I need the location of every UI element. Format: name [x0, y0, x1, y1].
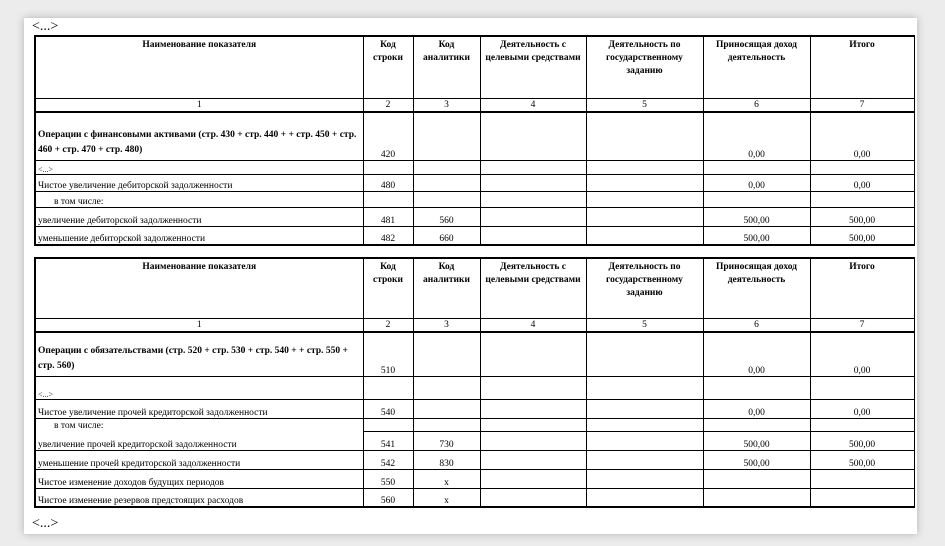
row-code — [363, 160, 413, 174]
row-value-total: 0,00 — [810, 332, 914, 376]
row-value-income: 0,00 — [703, 332, 810, 376]
row-name: увеличение прочей кредиторской задолженности — [35, 431, 363, 450]
row-value-target — [480, 226, 586, 245]
col-header-analytics: Код аналитики — [413, 36, 480, 98]
row-name: Операции с обязательствами (стр. 520 + стр. 530 + стр. 540 + + стр. 550 + стр. 560) — [35, 332, 363, 376]
row-value-total — [810, 191, 914, 207]
row-name: в том числе: — [35, 191, 363, 207]
table-row — [35, 332, 914, 376]
row-value-target — [480, 488, 586, 507]
col-number: 6 — [703, 98, 810, 112]
row-value-total: 0,00 — [810, 174, 914, 191]
table-row — [35, 226, 914, 245]
row-analytics: 560 — [413, 207, 480, 226]
row-name: Чистое увеличение прочей кредиторской задолженности — [35, 399, 363, 418]
row-name: Чистое изменение резервов предстоящих расходов — [35, 488, 363, 507]
col-number: 1 — [35, 98, 363, 112]
col-header-total: Итого — [810, 258, 914, 318]
row-value-income — [703, 160, 810, 174]
row-name: уменьшение дебиторской задолженности — [35, 226, 363, 245]
row-value-total — [810, 469, 914, 488]
row-code: 510 — [363, 332, 413, 376]
col-header-target: Деятельность с целевыми средствами — [480, 258, 586, 318]
col-header-name: Наименование показателя — [35, 258, 363, 318]
row-value-state-task — [586, 160, 703, 174]
row-value-state-task — [586, 469, 703, 488]
row-analytics: x — [413, 488, 480, 507]
row-analytics — [413, 399, 480, 418]
row-code: 542 — [363, 450, 413, 469]
row-name: Операции с финансовыми активами (стр. 430 + стр. 440 + + стр. 450 + стр. 460 + стр. 470 + стр. 480) — [35, 112, 363, 160]
table-row — [35, 376, 914, 399]
ellipsis-top: <...> — [32, 19, 59, 34]
row-value-target — [480, 376, 586, 399]
col-header-code: Код строки — [363, 258, 413, 318]
row-code: 560 — [363, 488, 413, 507]
row-value-state-task — [586, 191, 703, 207]
row-analytics — [413, 160, 480, 174]
table-row — [35, 207, 914, 226]
row-analytics — [413, 376, 480, 399]
col-header-income: Приносящая доход деятельность — [703, 36, 810, 98]
row-value-total: 500,00 — [810, 226, 914, 245]
ellipsis-bottom: <...> — [32, 516, 59, 531]
row-analytics: x — [413, 469, 480, 488]
row-value-state-task — [586, 399, 703, 418]
row-analytics — [413, 174, 480, 191]
row-value-income: 0,00 — [703, 174, 810, 191]
col-header-state-task: Деятельность по государственному заданию — [586, 36, 703, 98]
row-value-target — [480, 207, 586, 226]
row-name: Чистое изменение доходов будущих периодов — [35, 469, 363, 488]
col-number: 4 — [480, 318, 586, 332]
row-code: 541 — [363, 431, 413, 450]
row-name: увеличение дебиторской задолженности — [35, 207, 363, 226]
row-value-total — [810, 376, 914, 399]
col-header-income: Приносящая доход деятельность — [703, 258, 810, 318]
row-analytics — [413, 418, 480, 431]
row-value-target — [480, 399, 586, 418]
row-analytics — [413, 332, 480, 376]
row-code: 480 — [363, 174, 413, 191]
table-row — [35, 418, 914, 431]
row-value-state-task — [586, 450, 703, 469]
table-row — [35, 174, 914, 191]
row-value-state-task — [586, 174, 703, 191]
row-code: 481 — [363, 207, 413, 226]
col-header-target: Деятельность с целевыми средствами — [480, 36, 586, 98]
col-number: 3 — [413, 98, 480, 112]
row-name: уменьшение прочей кредиторской задолженности — [35, 450, 363, 469]
row-value-income: 500,00 — [703, 226, 810, 245]
col-number: 6 — [703, 318, 810, 332]
row-value-state-task — [586, 207, 703, 226]
table-row — [35, 450, 914, 469]
row-value-state-task — [586, 376, 703, 399]
row-value-income: 500,00 — [703, 450, 810, 469]
col-header-name: Наименование показателя — [35, 36, 363, 98]
col-number: 3 — [413, 318, 480, 332]
table-row — [35, 399, 914, 418]
document-page — [24, 18, 917, 534]
col-header-code: Код строки — [363, 36, 413, 98]
row-value-income — [703, 488, 810, 507]
col-number: 4 — [480, 98, 586, 112]
row-value-target — [480, 332, 586, 376]
column-numbers-row — [35, 318, 914, 332]
col-header-state-task: Деятельность по государственному заданию — [586, 258, 703, 318]
row-code: 540 — [363, 399, 413, 418]
row-value-total — [810, 418, 914, 431]
table-row — [35, 431, 914, 450]
col-number: 2 — [363, 98, 413, 112]
row-code: 420 — [363, 112, 413, 160]
row-value-total: 500,00 — [810, 431, 914, 450]
row-value-total: 0,00 — [810, 112, 914, 160]
column-numbers-row — [35, 98, 914, 112]
row-value-income: 500,00 — [703, 207, 810, 226]
row-name: <...> — [35, 160, 363, 174]
table-row — [35, 160, 914, 174]
table-row — [35, 191, 914, 207]
row-code — [363, 418, 413, 431]
col-number: 5 — [586, 318, 703, 332]
row-value-target — [480, 191, 586, 207]
row-code: 550 — [363, 469, 413, 488]
row-analytics — [413, 112, 480, 160]
row-name: Чистое увеличение дебиторской задолженности — [35, 174, 363, 191]
row-value-target — [480, 174, 586, 191]
row-value-total: 500,00 — [810, 207, 914, 226]
row-value-income — [703, 469, 810, 488]
row-value-state-task — [586, 112, 703, 160]
row-value-target — [480, 431, 586, 450]
col-number: 1 — [35, 318, 363, 332]
row-value-income: 0,00 — [703, 112, 810, 160]
row-value-total: 0,00 — [810, 399, 914, 418]
col-number: 7 — [810, 98, 914, 112]
row-value-target — [480, 112, 586, 160]
row-value-target — [480, 418, 586, 431]
row-code — [363, 376, 413, 399]
table-row — [35, 469, 914, 488]
row-code — [363, 191, 413, 207]
row-name: в том числе: — [35, 418, 363, 431]
row-code: 482 — [363, 226, 413, 245]
row-value-income — [703, 376, 810, 399]
financial-assets-table — [34, 35, 915, 246]
row-value-income — [703, 418, 810, 431]
row-value-income — [703, 191, 810, 207]
col-number: 2 — [363, 318, 413, 332]
header-row — [35, 258, 914, 318]
row-value-target — [480, 469, 586, 488]
row-analytics: 730 — [413, 431, 480, 450]
col-number: 5 — [586, 98, 703, 112]
col-header-analytics: Код аналитики — [413, 258, 480, 318]
row-value-state-task — [586, 488, 703, 507]
row-value-state-task — [586, 226, 703, 245]
row-value-total: 500,00 — [810, 450, 914, 469]
col-number: 7 — [810, 318, 914, 332]
row-name: <...> — [35, 376, 363, 399]
row-value-state-task — [586, 418, 703, 431]
row-value-total — [810, 160, 914, 174]
table-row — [35, 488, 914, 507]
header-row — [35, 36, 914, 98]
row-value-income: 500,00 — [703, 431, 810, 450]
liabilities-table — [34, 257, 915, 508]
row-analytics: 660 — [413, 226, 480, 245]
row-analytics — [413, 191, 480, 207]
row-value-target — [480, 450, 586, 469]
col-header-total: Итого — [810, 36, 914, 98]
row-value-total — [810, 488, 914, 507]
table-row — [35, 112, 914, 160]
row-value-state-task — [586, 431, 703, 450]
row-analytics: 830 — [413, 450, 480, 469]
row-value-state-task — [586, 332, 703, 376]
row-value-income: 0,00 — [703, 399, 810, 418]
row-value-target — [480, 160, 586, 174]
